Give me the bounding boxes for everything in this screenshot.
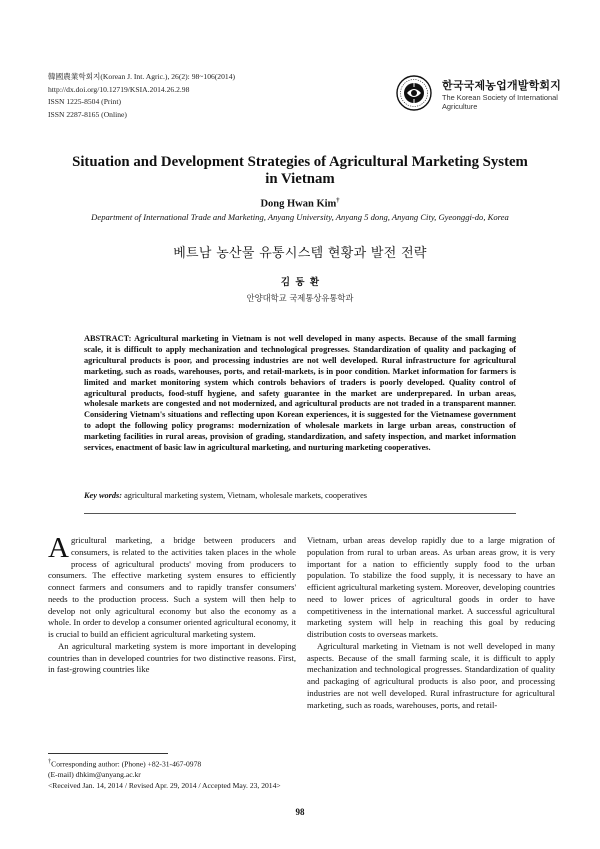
- journal-header: [48, 71, 235, 121]
- body-column-left: [48, 532, 296, 676]
- title-line-1: Situation and Development Strategies of Agricultural Marketing System: [72, 154, 528, 170]
- korean-affiliation: 안양대학교 국제통상유통학과: [246, 293, 354, 303]
- corresponding-mark: †: [336, 197, 340, 204]
- footnote: [48, 757, 308, 791]
- society-logo-block: [396, 75, 571, 115]
- page-number: 98: [295, 807, 305, 817]
- footnote-contact-text: Corresponding author: (Phone) +82-31-467-0978: [51, 759, 202, 769]
- footnote-email[interactable]: (E-mail) dhkim@anyang.ac.kr: [48, 770, 141, 780]
- intro-paragraph-1-text: gricultural marketing, a bridge between producers and consumers, is related to the activities taken places in the whole process of agricultural products' moving from producers to consumers. The effective marketing system ensures to efficiently connect farmers and consumers and to rapidly transfer consumers' needs to the production process. Such a system will then help to develop not only agricultural economy but also the economy as a whole. In order to develop a consumer oriented agricultural economy, it is crucial to build an efficient agricultural marketing system.: [48, 535, 296, 639]
- korean-author: 김 동 환: [280, 277, 320, 288]
- article-title: [60, 154, 540, 188]
- issn-online: ISSN 2287-8165 (Online): [48, 109, 127, 119]
- section-divider: [84, 513, 516, 514]
- intro-paragraph-1: [48, 532, 296, 641]
- intro-paragraph-2: An agricultural marketing system is more important in developing countries than in developed countries for two distinctive reasons. First, in fast-growing countries like: [48, 640, 296, 675]
- society-english-name: The Korean Society of International Agriculture: [442, 93, 558, 111]
- journal-citation: 韓國農業학회지(Korean J. Int. Agric.), 26(2): 98~106(2014): [48, 72, 236, 81]
- society-emblem-icon: [396, 75, 432, 111]
- intro-paragraph-4: Agricultural marketing in Vietnam is not well developed in many aspects. Because of the small farming scale, it is difficult to apply mechanization and technological progresses. Standardization of quality and packaging of agricultural products is also poor, and processing industries are not well developed. Rural infrastructure for agricultural marketing, such as roads, warehouses, ports, and retail-: [307, 640, 555, 710]
- keywords-label: Key words:: [84, 491, 123, 500]
- author-affiliation: Department of International Trade and Marketing, Anyang University, Anyang 5 dong, Anyang City, Gyeonggi-do, Korea: [91, 212, 509, 222]
- body-column-right: [307, 535, 555, 711]
- korean-title: 베트남 농산물 유통시스템 현황과 발전 전략: [173, 246, 427, 261]
- abstract: ABSTRACT: Agricultural marketing in Vietnam is not well developed in many aspects. Because of the small farming scale, it is difficult to apply mechanization and technological progresses. Standardization of quality and packaging of agricultural products is poor, and processing industries are not well developed. Rural infrastructure for agricultural marketing, such as roads, warehouses, ports, and retail-markets, is in poor condition. Market information for farmers is limited and market monitoring system which controls behaviors of traders is poorly developed. Quality control of agricultural products, food-stuff hygiene, and safety guarantee in the market are underprepared. In urban areas, wholesale markets are congested and not modernized, and agricultural products are not traded in a transparent manner. Considering Vietnam's situations and reflecting upon Korean experiences, it is suggested for the Vietnamese government to adopt the following policy programs: modernization of wholesale markets in large urban areas, construction of marketing facilities in rural areas, provision of grading, standardization, and safety inspection, and market information services, enactment of basic law in agricultural marketing, and nurturing marketing cooperatives.: [84, 334, 516, 453]
- author-name: [0, 197, 600, 210]
- issn-print: ISSN 1225-8504 (Print): [48, 97, 121, 106]
- author-text: Dong Hwan Kim: [260, 198, 337, 210]
- footnote-divider: [48, 753, 168, 754]
- title-line-2: in Vietnam: [265, 171, 335, 187]
- keywords-text: agricultural marketing system, Vietnam, wholesale markets, cooperatives: [124, 491, 367, 500]
- keywords: [84, 491, 516, 500]
- footnote-dates: <Received Jan. 14, 2014 / Revised Apr. 29, 2014 / Accepted May. 23, 2014>: [48, 780, 281, 790]
- intro-paragraph-3: Vietnam, urban areas develop rapidly due to a large migration of population from rural to urban areas. As urban areas grow, it is very important for a nation to efficiently supply food to the urban population. To stabilize the food supply, it is necessary to have an efficient agricultural marketing system. Moreover, developing countries need to lower prices of agricultural goods in order to have competitiveness in the international market. A successful agricultural marketing system will help in reaching this goal by reducing distribution costs to overseas markets.: [307, 535, 555, 639]
- footnote-mark: †: [48, 758, 52, 765]
- society-korean-name: 한국국제농업개발학회지: [442, 79, 562, 92]
- doi-link[interactable]: http://dx.doi.org/10.12719/KSIA.2014.26.2.98: [48, 84, 190, 94]
- drop-cap: A: [48, 532, 69, 564]
- footnote-contact: [48, 757, 308, 770]
